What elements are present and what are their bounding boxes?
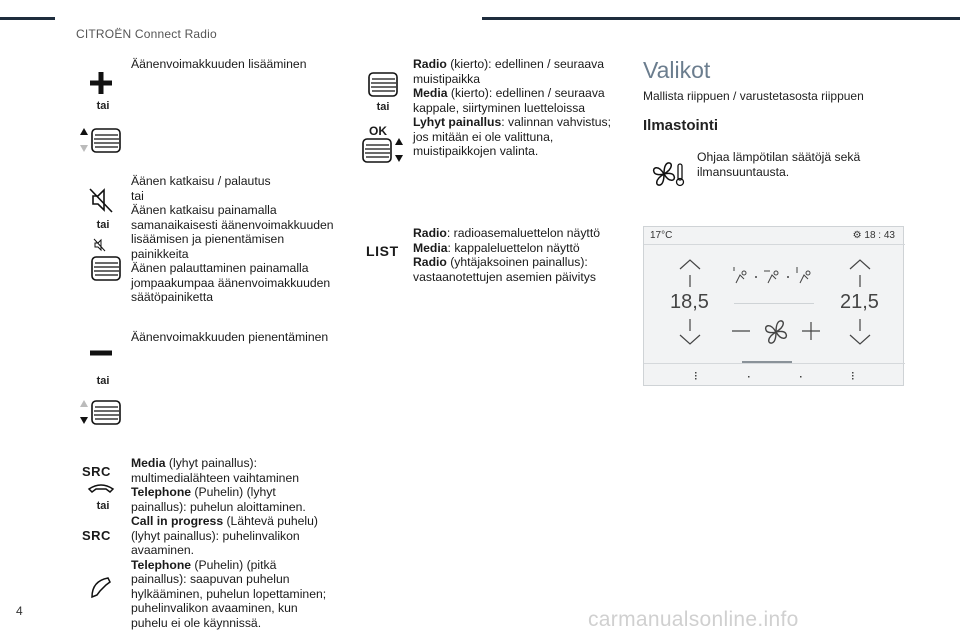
menus-subtitle: Mallista riippuen / varustetasosta riippuen [643, 89, 864, 103]
or-label: tai [96, 219, 110, 231]
or-label: tai [376, 101, 390, 113]
rich-line-text: (kierto): edellinen / seuraava kappale, siirtyminen luetteloissa [413, 86, 605, 115]
phone-hangup-icon [88, 575, 114, 601]
or-label: tai [96, 100, 110, 112]
screen-bottom-divider [644, 363, 905, 364]
climate-heading: Ilmastointi [643, 117, 719, 134]
volume-down-text: Äänenvoimakkuuden pienentäminen [131, 330, 329, 344]
rich-line-bold: Radio [413, 226, 447, 240]
volume-wheel-up-icon [78, 126, 124, 154]
page-header-title: CITROËN Connect Radio [76, 27, 217, 41]
list-button-label: LIST [366, 243, 399, 259]
volume-wheel-icon [78, 254, 124, 282]
rich-line-bold: Media [131, 456, 166, 470]
outside-temperature: 17°C [650, 230, 673, 241]
rich-line [413, 57, 623, 86]
volume-wheel-down-icon [78, 398, 124, 426]
airflow-separator [734, 303, 814, 304]
volume-up-text: Äänenvoimakkuuden lisääminen [131, 57, 307, 71]
rich-line [413, 86, 623, 115]
bottom-menu-bar[interactable] [644, 367, 905, 385]
src-description [131, 456, 331, 630]
header-rule-left [0, 17, 55, 20]
rotary-press-icon [360, 136, 406, 164]
rotary-knob-icon [366, 70, 400, 98]
rich-line [131, 558, 331, 631]
src-button-label-2: SRC [82, 528, 111, 543]
climate-fan-icon [650, 160, 686, 188]
rich-line-bold: Media [413, 240, 448, 255]
menus-heading: Valikot [643, 57, 711, 83]
rich-line-text: : kappaleluettelon näyttö [447, 240, 580, 255]
rich-line-text: : radioasemaluettelon näyttö [446, 226, 600, 240]
list-description [413, 226, 623, 284]
clock-time: 18 : 43 [864, 230, 895, 241]
rich-line-text: : valinnan vahvistus; jos mitään ei ole valittuna, muistipaikkojen valinta. [413, 115, 612, 158]
right-temperature[interactable]: 21,5 [840, 291, 879, 313]
header-rule-right [482, 17, 960, 20]
rich-line-bold: Lyhyt painallus [413, 115, 502, 129]
clock-display [853, 230, 895, 241]
rich-line [131, 456, 331, 485]
phone-handset-icon [86, 480, 116, 494]
rich-line-text: (Puhelin) (lyhyt painallus): puhelun aloittaminen. [131, 485, 306, 514]
rich-line-bold: Radio [413, 255, 447, 269]
rich-line-text: (kierto): edellinen / seuraava muistipaikka [413, 57, 605, 86]
watermark: carmanualsonline.info [588, 608, 799, 631]
rich-line-bold: Telephone [131, 485, 192, 499]
rich-line [131, 514, 331, 558]
rich-line [413, 226, 623, 241]
rich-line [131, 485, 331, 514]
mute-speaker-icon [88, 186, 114, 214]
screen-divider [644, 244, 905, 245]
plus-icon [88, 70, 114, 96]
rich-line [413, 115, 623, 159]
rich-line-text: (yhtäjaksoinen painallus): vastaanotettujen asemien päivitys [413, 255, 596, 284]
air-distribution-icons[interactable] [730, 265, 822, 289]
fan-speed-controls[interactable] [730, 317, 822, 347]
left-temperature[interactable]: 18,5 [670, 291, 709, 313]
rich-line-bold: Radio [413, 57, 447, 71]
small-mute-icon [93, 238, 107, 252]
ok-button-label: OK [369, 124, 387, 138]
rich-line-bold: Call in progress [131, 514, 224, 528]
or-label: tai [96, 375, 110, 387]
mute-text: Äänen katkaisu / palautus tai Äänen katkaisu painamalla samanaikaisesti äänenvoimakkuuden lisäämisen ja pienentämisen painikkeita Äänen palauttaminen painamalla jompaakumpaa äänenvoimakkuuden säätöpainiketta [131, 174, 334, 304]
climate-description: Ohjaa lämpötilan säätöjä sekä ilmansuuntausta. [697, 150, 861, 179]
rich-line-bold: Telephone [131, 557, 192, 572]
page-number: 4 [16, 604, 23, 618]
rotary-description [413, 57, 623, 159]
or-label: tai [96, 500, 110, 512]
rich-line [413, 241, 623, 256]
climate-screen [643, 226, 904, 386]
rich-line-text: (lyhyt painallus): multimedialähteen vaihtaminen [131, 456, 300, 485]
rich-line-text: (Lähtevä puhelu) (lyhyt painallus): puhelinvalikon avaaminen. [131, 514, 318, 557]
rich-line-text: (Puhelin) (pitkä painallus): saapuvan puhelun hylkääminen, puhelun lopettaminen; puhelinvalikon avaaminen, kun puhelu ei ole käynnissä. [131, 557, 327, 630]
src-button-label: SRC [82, 464, 111, 479]
rich-line [413, 255, 623, 284]
rich-line-bold: Media [413, 86, 448, 100]
settings-icon: ⚙ [852, 230, 865, 241]
minus-icon [88, 348, 114, 358]
